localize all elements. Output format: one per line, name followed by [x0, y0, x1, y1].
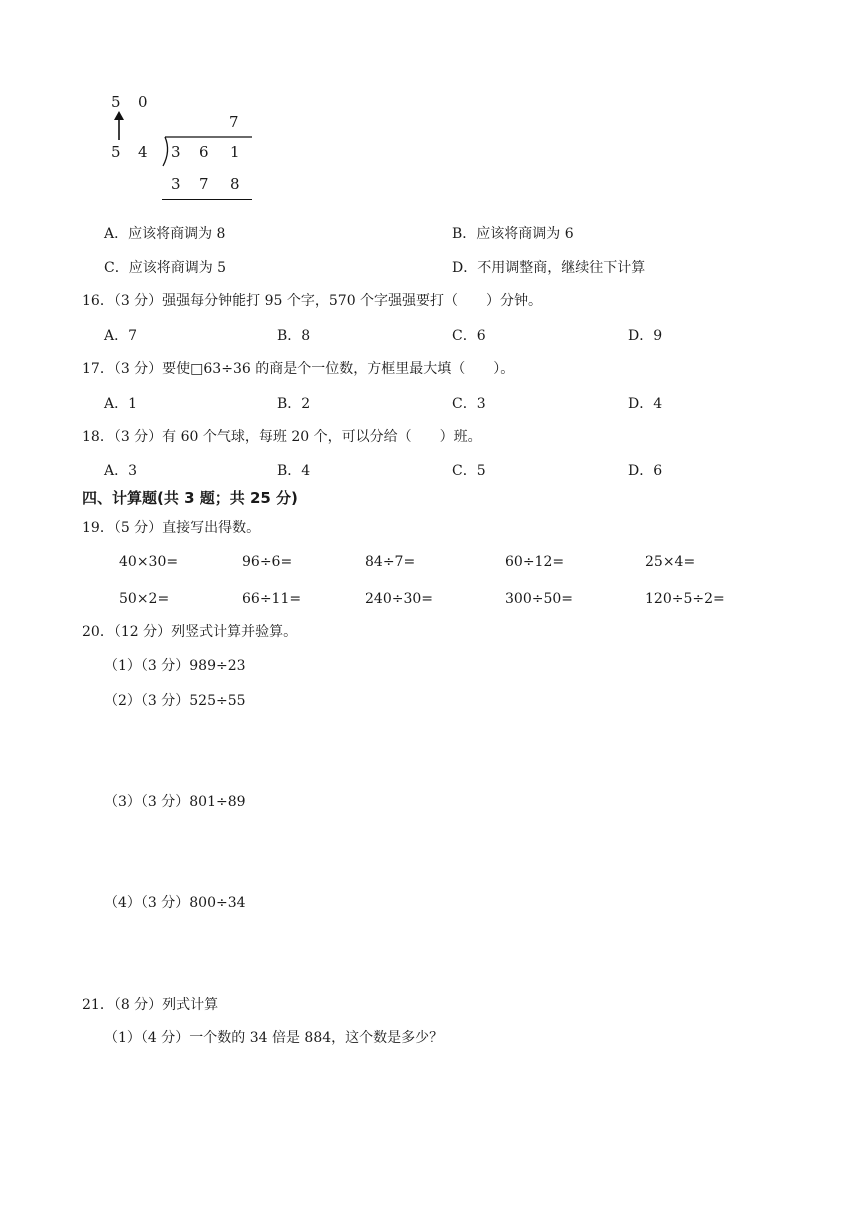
q18-stem: 18．（3 分）有 60 个气球，每班 20 个，可以分给（ ）班。: [82, 429, 482, 445]
q17-option-a: A．1: [104, 396, 138, 412]
q20-part-1: （1）（3 分）989÷23: [104, 658, 246, 674]
q17-option-c: C．3: [452, 396, 486, 412]
q17-option-b: B．2: [277, 396, 311, 412]
divisor-digit: 5: [111, 143, 121, 161]
q19-item: 60÷12=: [505, 554, 565, 570]
up-arrow-icon: [112, 110, 126, 142]
q19-item: 300÷50=: [505, 591, 573, 607]
q19-item: 25×4=: [645, 554, 696, 570]
q15-option-b: B．应该将商调为 6: [452, 226, 574, 242]
q16-option-a: A．7: [104, 328, 138, 344]
q16-stem: 16．（3 分）强强每分钟能打 95 个字，570 个字强强要打（ ）分钟。: [82, 293, 543, 309]
q17-stem: 17．（3 分）要使□63÷36 的商是个一位数，方框里最大填（ ）。: [82, 361, 515, 377]
q18-option-b: B．4: [277, 463, 311, 479]
q19-item: 240÷30=: [365, 591, 433, 607]
q17-option-d: D．4: [628, 396, 663, 412]
q19-item: 50×2=: [119, 591, 170, 607]
q15-option-a: A．应该将商调为 8: [104, 226, 226, 242]
product-digit: 7: [199, 175, 209, 193]
q21-part-1: （1）（4 分）一个数的 34 倍是 884，这个数是多少？: [104, 1030, 444, 1046]
q18-option-d: D．6: [628, 463, 663, 479]
dividend-digit: 1: [230, 143, 240, 161]
product-digit: 3: [171, 175, 181, 193]
q19-item: 96÷6=: [242, 554, 293, 570]
q20-part-3: （3）（3 分）801÷89: [104, 794, 246, 810]
q21-stem: 21．（8 分）列式计算: [82, 997, 219, 1013]
q19-item: 40×30=: [119, 554, 179, 570]
section-heading: 四、计算题(共 3 题；共 25 分): [82, 489, 298, 507]
q19-item: 84÷7=: [365, 554, 416, 570]
divisor-digit: 4: [138, 143, 148, 161]
q18-option-a: A．3: [104, 463, 138, 479]
q20-stem: 20．（12 分）列竖式计算并验算。: [82, 624, 298, 640]
quotient-digit: 7: [229, 113, 239, 131]
q19-item: 120÷5÷2=: [645, 591, 725, 607]
q16-option-d: D．9: [628, 328, 663, 344]
q15-option-d: D．不用调整商，继续往下计算: [452, 260, 646, 276]
q19-item: 66÷11=: [242, 591, 302, 607]
dividend-digit: 6: [199, 143, 209, 161]
q18-option-c: C．5: [452, 463, 486, 479]
subtraction-line: [162, 199, 252, 200]
q16-option-b: B．8: [277, 328, 311, 344]
q15-option-c: C．应该将商调为 5: [104, 260, 227, 276]
estimate-digit: 5: [111, 93, 121, 111]
product-digit: 8: [230, 175, 240, 193]
q20-part-4: （4）（3 分）800÷34: [104, 895, 246, 911]
dividend-digit: 3: [171, 143, 181, 161]
estimate-digit: 0: [138, 93, 148, 111]
q16-option-c: C．6: [452, 328, 486, 344]
q19-stem: 19．（5 分）直接写出得数。: [82, 520, 261, 536]
q20-part-2: （2）（3 分）525÷55: [104, 693, 246, 709]
